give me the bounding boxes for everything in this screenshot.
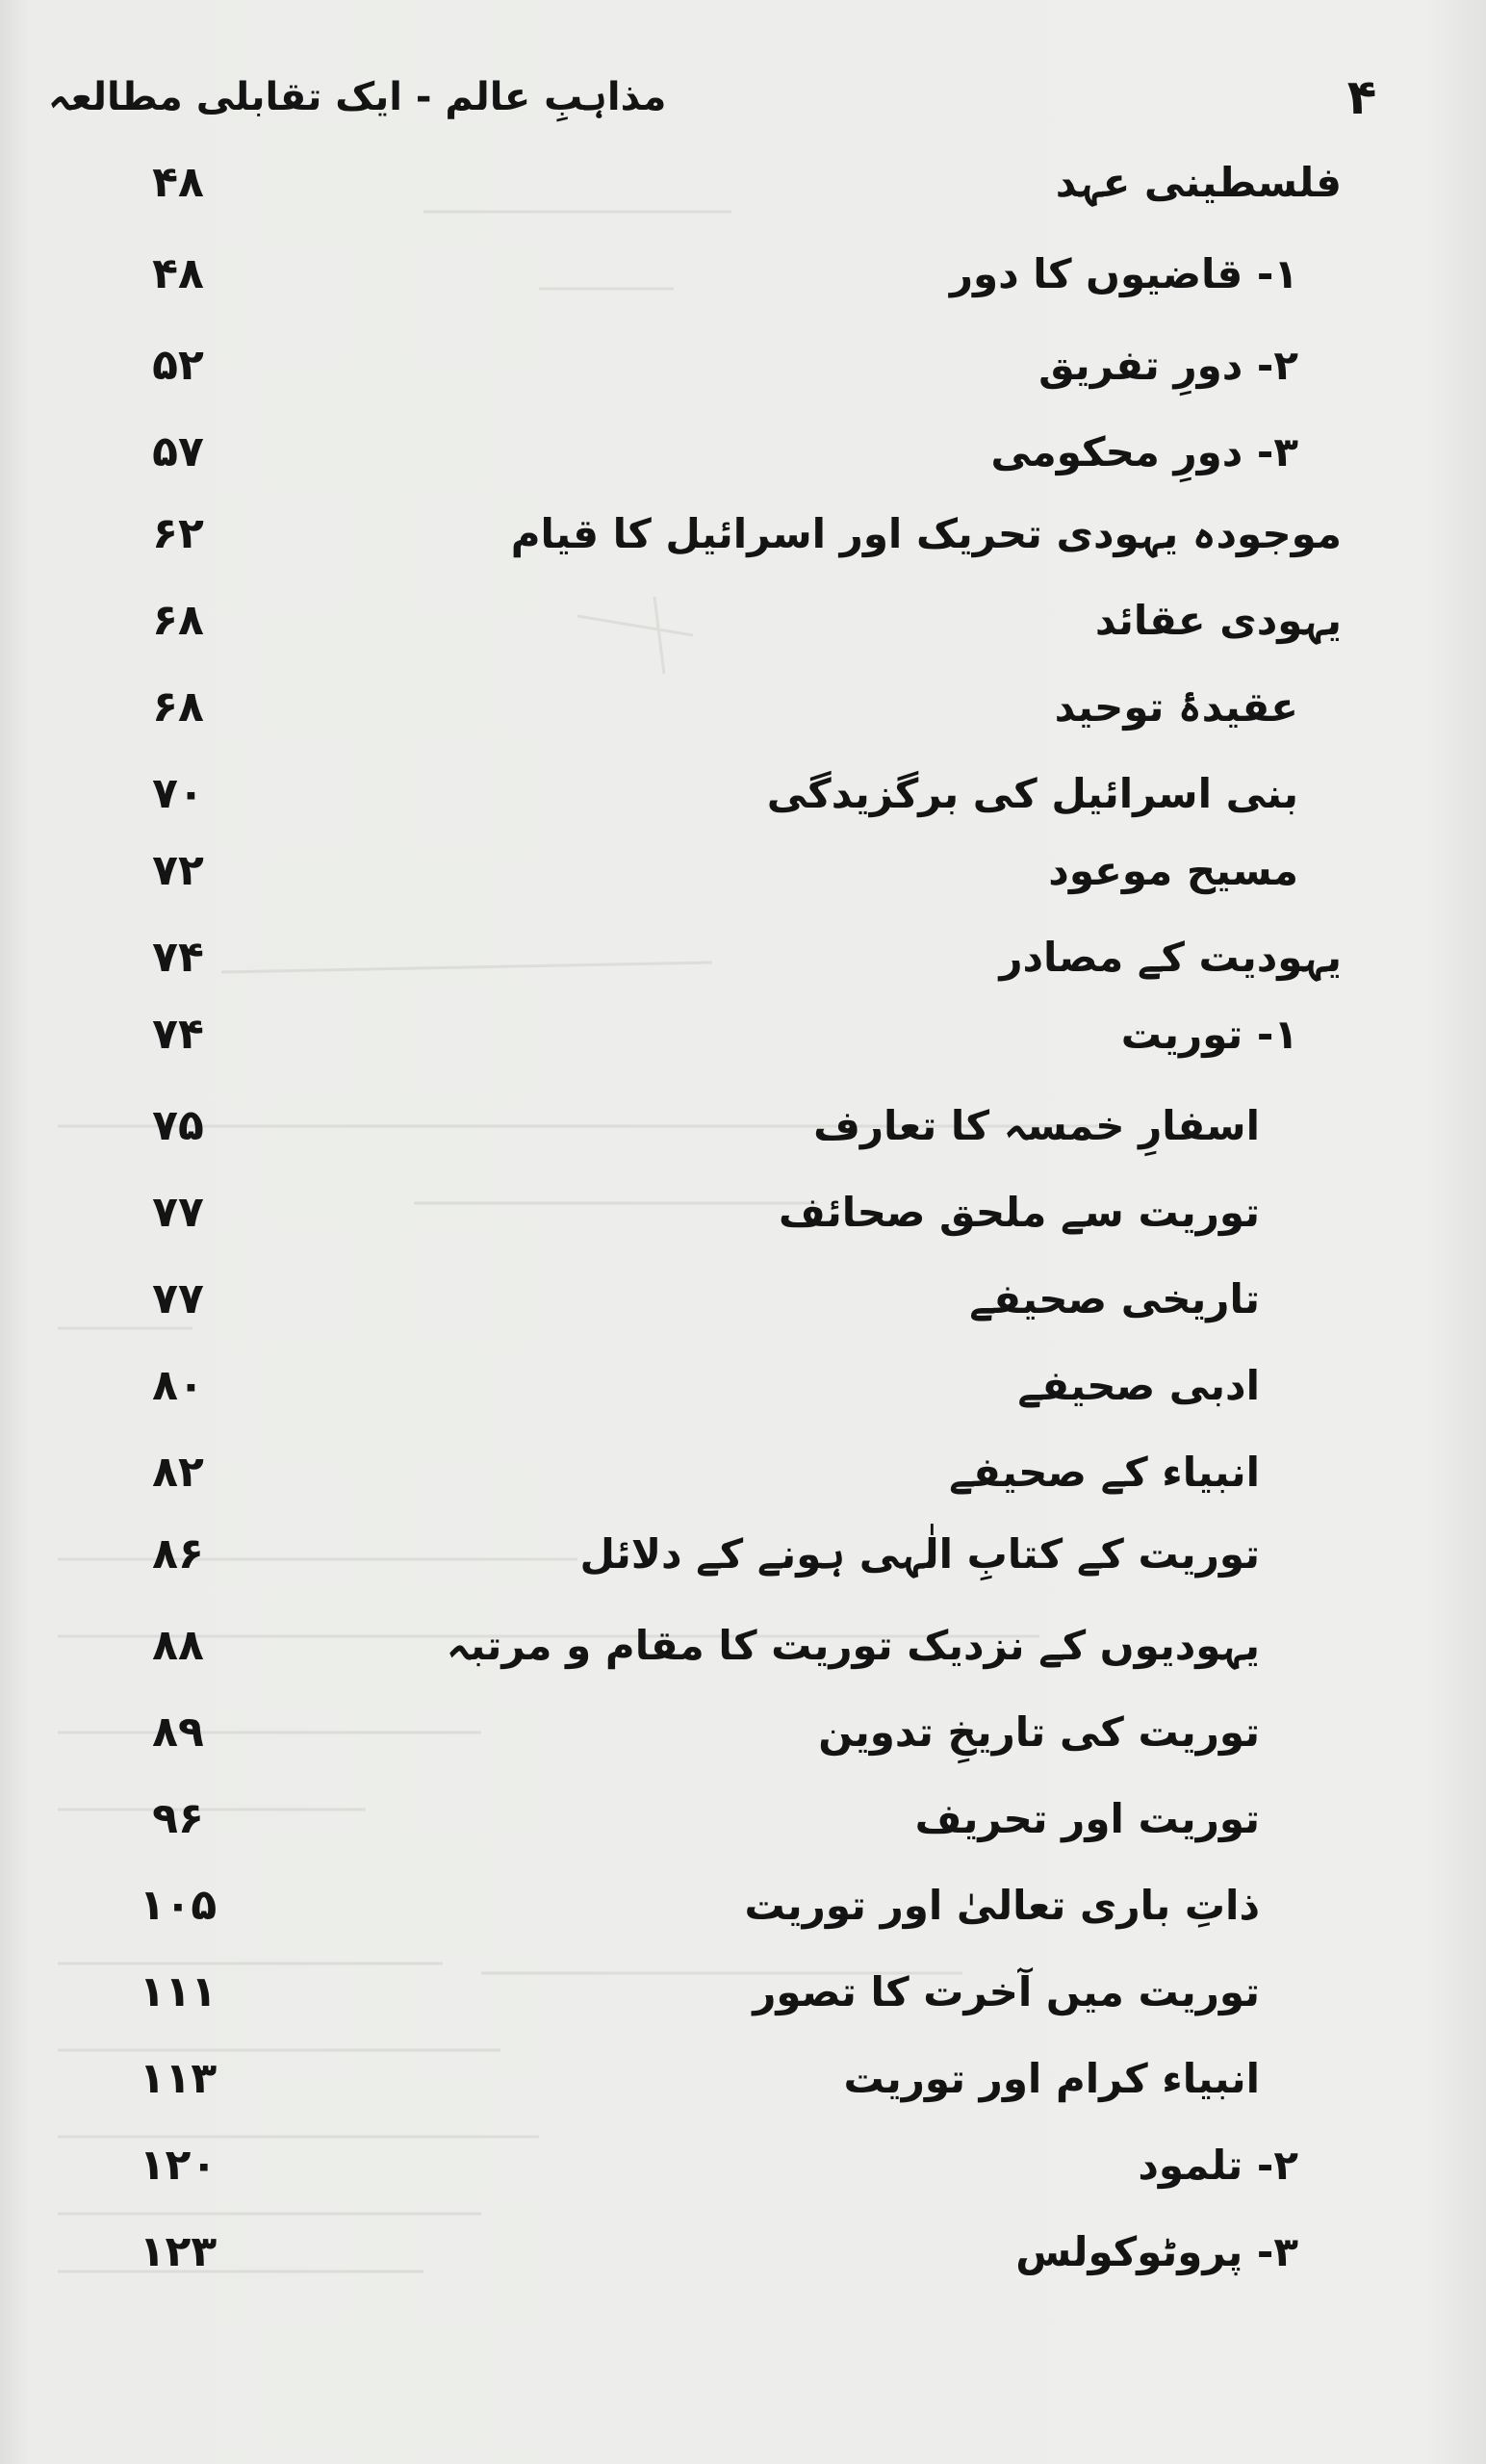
running-header-title: مذاہبِ عالم - ایک تقابلی مطالعہ	[48, 75, 667, 119]
toc-entry-page-number: ۱۱۱	[139, 1967, 218, 2016]
toc-entry-page-number: ۶۲	[152, 509, 204, 558]
toc-entry	[0, 327, 1486, 404]
toc-entry-title: یہودی عقائد	[1094, 597, 1342, 644]
toc-entry-title: مسیح موعود	[1048, 847, 1298, 894]
toc-entry	[0, 1607, 1486, 1684]
toc-entry	[0, 669, 1486, 746]
toc-entry	[0, 1867, 1486, 1944]
toc-entry-page-number: ۷۵	[152, 1101, 204, 1150]
toc-entry	[0, 1954, 1486, 2031]
toc-entry-title: ۲- دورِ تفریق	[1038, 342, 1298, 389]
toc-entry-page-number: ۸۶	[152, 1529, 204, 1578]
toc-entry	[0, 496, 1486, 573]
toc-entry-page-number: ۸۸	[152, 1621, 204, 1670]
toc-entry-title: ۱- قاضیوں کا دور	[949, 250, 1298, 297]
toc-entry-title: عقیدۂ توحید	[1054, 683, 1298, 731]
toc-entry-page-number: ۵۲	[152, 341, 204, 390]
toc-entry-title: ادبی صحیفے	[1017, 1362, 1260, 1409]
toc-entry-title: توریت کی تاریخِ تدوین	[818, 1708, 1260, 1756]
toc-entry-title: ۳- پروٹوکولس	[1015, 2228, 1298, 2275]
toc-entry-title: موجودہ یہودی تحریک اور اسرائیل کا قیام	[510, 510, 1342, 557]
toc-entry-title: توریت سے ملحق صحائف	[779, 1189, 1260, 1236]
toc-entry	[0, 236, 1486, 313]
toc-entry-page-number: ۷۲	[152, 846, 204, 895]
toc-entry-page-number: ۱۰۵	[139, 1881, 218, 1930]
toc-entry-title: انبیاء کے صحیفے	[949, 1449, 1260, 1496]
toc-entry-page-number: ۱۲۰	[139, 2141, 218, 2190]
toc-entry-title: ۲- تلمود	[1138, 2142, 1298, 2189]
toc-entry-page-number: ۹۶	[152, 1794, 204, 1843]
toc-entry	[0, 1348, 1486, 1424]
toc-entry	[0, 1088, 1486, 1165]
toc-entry	[0, 919, 1486, 996]
toc-entry-page-number: ۶۸	[152, 682, 204, 732]
toc-entry-title: یہودیت کے مصادر	[999, 934, 1342, 981]
toc-entry	[0, 2214, 1486, 2291]
toc-entry	[0, 582, 1486, 659]
page-number: ۴	[1346, 69, 1377, 125]
toc-entry-title: اسفارِ خمسہ کا تعارف	[813, 1102, 1260, 1149]
toc-entry	[0, 2040, 1486, 2118]
toc-entry	[0, 833, 1486, 910]
toc-entry-title: ۱- توریت	[1120, 1011, 1298, 1058]
toc-entry	[0, 144, 1486, 221]
toc-entry-page-number: ۴۸	[152, 249, 204, 298]
toc-entry-page-number: ۷۴	[152, 933, 204, 982]
toc-entry	[0, 1174, 1486, 1251]
toc-entry-page-number: ۸۹	[152, 1707, 204, 1757]
toc-entry-title: بنی اسرائیل کی برگزیدگی	[766, 770, 1298, 817]
toc-entry	[0, 756, 1486, 833]
toc-entry-page-number: ۱۲۳	[139, 2227, 218, 2276]
toc-entry-page-number: ۷۰	[152, 769, 204, 818]
toc-entry	[0, 996, 1486, 1073]
toc-entry-page-number: ۷۴	[152, 1010, 204, 1059]
toc-entry	[0, 1694, 1486, 1771]
toc-entry-title: یہودیوں کے نزدیک توریت کا مقام و مرتبہ	[446, 1622, 1260, 1669]
toc-entry-page-number: ۷۷	[152, 1274, 204, 1323]
toc-entry-page-number: ۱۱۳	[139, 2054, 218, 2103]
toc-entry-title: توریت کے کتابِ الٰہی ہونے کے دلائل	[579, 1530, 1260, 1578]
toc-entry-title: ۳- دورِ محکومی	[990, 428, 1298, 475]
toc-entry-page-number: ۶۸	[152, 596, 204, 645]
toc-entry-page-number: ۸۰	[152, 1361, 204, 1410]
toc-entry-page-number: ۴۸	[152, 158, 204, 207]
toc-entry-title: فلسطینی عہد	[1055, 159, 1342, 206]
toc-entry	[0, 1434, 1486, 1511]
toc-entry-page-number: ۸۲	[152, 1448, 204, 1497]
toc-entry-title: انبیاء کرام اور توریت	[843, 2055, 1260, 2102]
toc-entry-title: ذاتِ باری تعالیٰ اور توریت	[744, 1882, 1260, 1929]
toc-entry	[0, 1516, 1486, 1593]
toc-entry	[0, 1261, 1486, 1338]
toc-entry-title: تاریخی صحیفے	[969, 1275, 1260, 1322]
toc-entry	[0, 414, 1486, 491]
toc-entry	[0, 2127, 1486, 2204]
toc-entry-title: توریت اور تحریف	[914, 1795, 1260, 1842]
toc-entry-page-number: ۷۷	[152, 1188, 204, 1237]
toc-entry-title: توریت میں آخرت کا تصور	[753, 1968, 1260, 2015]
toc-entry	[0, 1781, 1486, 1858]
toc-entry-page-number: ۵۷	[152, 427, 204, 476]
